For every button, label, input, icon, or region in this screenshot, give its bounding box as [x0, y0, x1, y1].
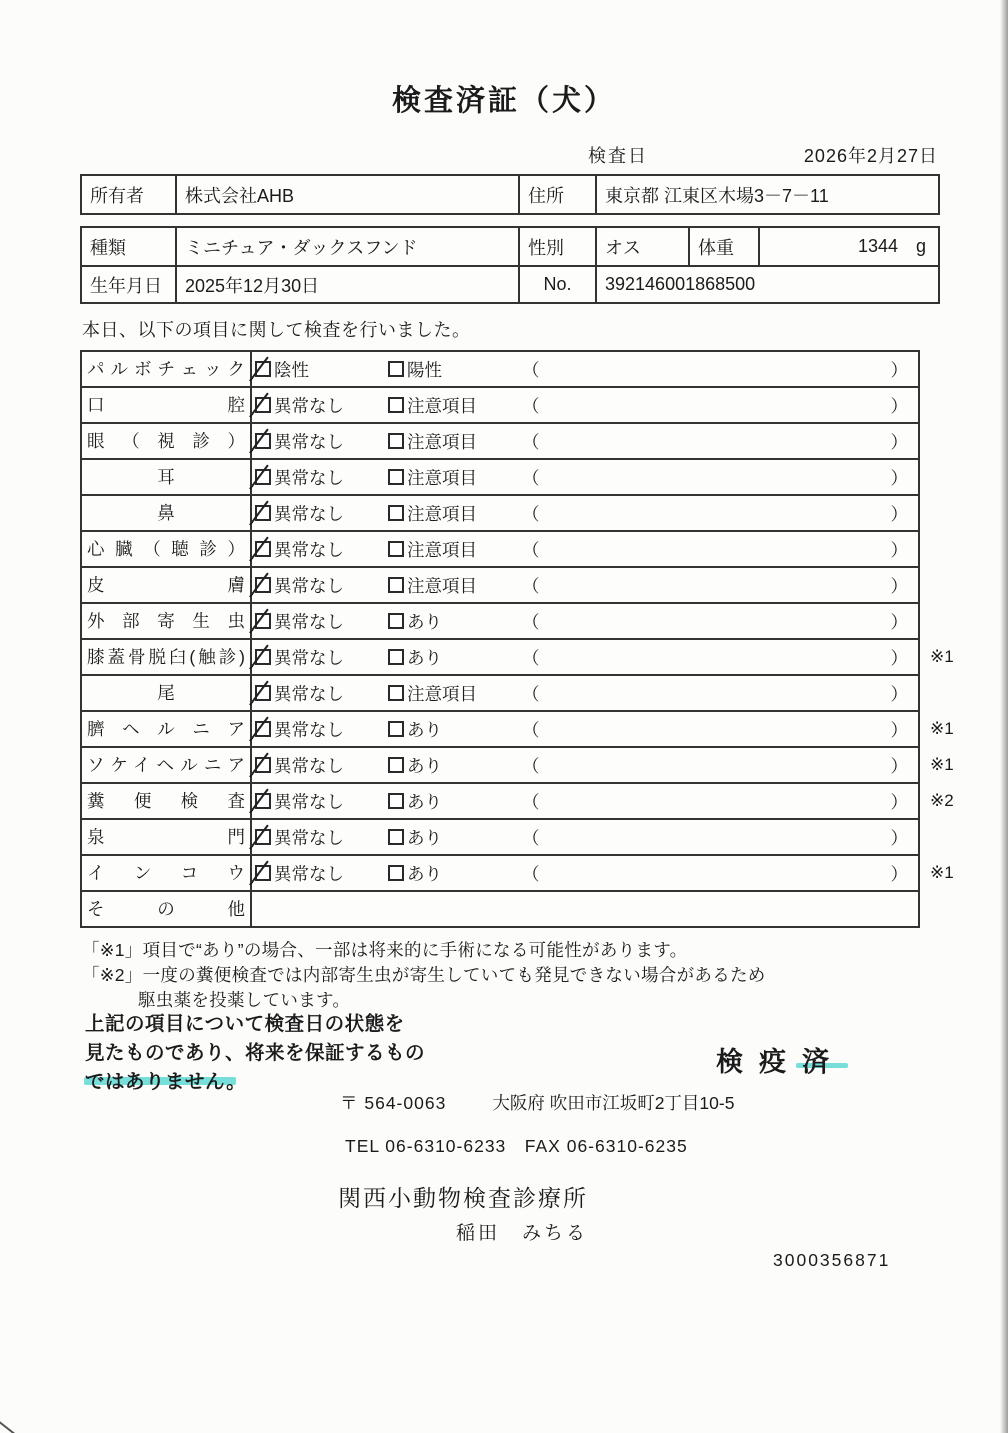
paren-open: （ — [522, 575, 540, 596]
address-label: 住所 — [520, 176, 597, 213]
inspection-row-content — [252, 820, 918, 854]
inspection-row — [80, 422, 920, 460]
option-1-label: 異常なし — [274, 827, 344, 848]
disclaimer-line-3: ではありません。 — [85, 1071, 247, 1093]
inspection-row-content — [252, 784, 918, 818]
option-1-checkbox — [255, 649, 271, 665]
paren-open: （ — [522, 359, 540, 380]
remarks-parentheses — [522, 388, 908, 422]
option-1-label: 異常なし — [274, 395, 344, 416]
no-label: No. — [520, 267, 597, 302]
option-1-label: 異常なし — [274, 575, 344, 596]
inspection-row — [80, 530, 920, 568]
paren-close: ） — [890, 395, 908, 416]
option-1-label: 異常なし — [274, 683, 344, 704]
paren-close: ） — [890, 683, 908, 704]
weight-value: 1344 — [857, 236, 898, 256]
option-2-checkbox — [388, 865, 404, 881]
option-1-label: 異常なし — [274, 755, 344, 776]
footnote-mark: ※2 — [930, 791, 954, 810]
address-value: 東京都 江東区木場3－7－11 — [605, 185, 829, 206]
option-2-checkbox — [388, 541, 404, 557]
option-2-label: あり — [407, 719, 442, 740]
paren-close: ） — [890, 539, 908, 560]
inspection-row-content — [252, 748, 918, 782]
paren-open: （ — [522, 431, 540, 452]
option-1 — [255, 856, 344, 890]
paren-close: ） — [890, 431, 908, 452]
option-1 — [255, 352, 309, 386]
option-2-label: 注意項目 — [407, 539, 477, 560]
remarks-parentheses — [522, 640, 908, 674]
inspection-item-label: その他 — [82, 892, 252, 926]
option-1-checkbox — [255, 757, 271, 773]
option-1-checkbox — [255, 433, 271, 449]
inspection-row — [80, 854, 954, 892]
option-2-label: 注意項目 — [407, 683, 477, 704]
paren-close: ） — [890, 719, 908, 740]
option-1 — [255, 532, 344, 566]
breed-value: ミニチュア・ダックスフンド — [177, 228, 520, 265]
inspection-item-label: インコウ — [82, 856, 252, 890]
option-2 — [388, 424, 477, 458]
option-1 — [255, 568, 344, 602]
serial-number: 3000356871 — [773, 1250, 891, 1270]
option-1-checkbox — [255, 721, 271, 737]
option-1 — [255, 748, 344, 782]
paren-open: （ — [522, 827, 540, 848]
option-2-label: あり — [407, 863, 442, 884]
option-1 — [255, 640, 344, 674]
option-2 — [388, 460, 477, 494]
inspection-row-content — [252, 460, 918, 494]
option-2-checkbox — [388, 757, 404, 773]
option-1-label: 異常なし — [274, 719, 344, 740]
option-2-checkbox — [388, 793, 404, 809]
veterinarian-name: 稲田 みちる — [456, 1223, 589, 1244]
option-2-checkbox — [388, 721, 404, 737]
remarks-parentheses — [522, 784, 908, 818]
inspection-row — [80, 494, 920, 532]
option-1-checkbox — [255, 577, 271, 593]
option-2-label: あり — [407, 611, 442, 632]
remarks-parentheses — [522, 352, 908, 386]
option-1-label: 異常なし — [274, 863, 344, 884]
inspection-row-content — [252, 640, 918, 674]
option-2 — [388, 352, 442, 386]
option-2 — [388, 640, 442, 674]
footnote-mark: ※1 — [930, 647, 954, 666]
paren-open: （ — [522, 647, 540, 668]
option-1-checkbox — [255, 685, 271, 701]
clinic-name: 関西小動物検査診療所 — [338, 1185, 588, 1211]
paren-open: （ — [522, 503, 540, 524]
remarks-parentheses — [522, 496, 908, 530]
inspection-row-content — [252, 676, 918, 710]
option-1-label: 陰性 — [274, 359, 309, 380]
inspection-date-row — [80, 140, 940, 166]
paren-close: ） — [890, 467, 908, 488]
inspection-item-label: 鼻 — [82, 496, 252, 530]
disclaimer-line-1: 上記の項目について検査日の状態を — [85, 1013, 405, 1035]
paren-close: ） — [890, 575, 908, 596]
inspection-item-label: 尾 — [82, 676, 252, 710]
paren-close: ） — [890, 755, 908, 776]
inspection-date-value: 2026年2月27日 — [803, 146, 938, 166]
inspection-row-content — [252, 856, 918, 890]
paren-open: （ — [522, 755, 540, 776]
option-2-checkbox — [388, 361, 404, 377]
inspection-row — [80, 782, 954, 820]
option-2-checkbox — [388, 397, 404, 413]
inspection-table — [80, 350, 1008, 928]
option-1-checkbox — [255, 505, 271, 521]
option-1-label: 異常なし — [274, 503, 344, 524]
option-1-checkbox — [255, 829, 271, 845]
option-1 — [255, 460, 344, 494]
inspection-item-label: 糞便検査 — [82, 784, 252, 818]
option-2 — [388, 604, 442, 638]
option-1-checkbox — [255, 865, 271, 881]
option-1-label: 異常なし — [274, 647, 344, 668]
clinic-address: 大阪府 吹田市江坂町2丁目10-5 — [492, 1093, 735, 1113]
option-1-checkbox — [255, 793, 271, 809]
option-2-checkbox — [388, 577, 404, 593]
remarks-parentheses — [522, 532, 908, 566]
inspection-row-content — [252, 388, 918, 422]
inspection-row — [80, 566, 920, 604]
option-2-label: あり — [407, 755, 442, 776]
inspection-row — [80, 890, 920, 928]
weight-label: 体重 — [690, 228, 760, 265]
paren-close: ） — [890, 791, 908, 812]
option-2-label: あり — [407, 827, 442, 848]
inspection-row-content — [252, 712, 918, 746]
inspection-row — [80, 458, 920, 496]
footnote-1: 「※1」項目で“あり”の場合、一部は将来的に手術になる可能性があります。 — [82, 940, 688, 960]
option-1-checkbox — [255, 613, 271, 629]
option-1 — [255, 820, 344, 854]
sex-label: 性別 — [520, 228, 597, 265]
birth-value: 2025年12月30日 — [177, 267, 520, 302]
option-1-checkbox — [255, 541, 271, 557]
paren-close: ） — [890, 611, 908, 632]
paren-open: （ — [522, 683, 540, 704]
option-2-label: 注意項目 — [407, 467, 477, 488]
option-2 — [388, 532, 477, 566]
remarks-parentheses — [522, 676, 908, 710]
option-1-checkbox — [255, 397, 271, 413]
owner-value: 株式会社AHB — [177, 176, 520, 213]
inspection-row — [80, 602, 920, 640]
option-1-checkbox — [255, 361, 271, 377]
paren-close: ） — [890, 503, 908, 524]
inspection-row — [80, 710, 954, 748]
option-2-checkbox — [388, 829, 404, 845]
sex-value: オス — [597, 228, 690, 265]
owner-label: 所有者 — [82, 176, 177, 213]
page-title: 検査済証（犬） — [391, 85, 616, 117]
birth-label: 生年月日 — [82, 267, 177, 302]
footnote-mark: ※1 — [930, 755, 954, 774]
scan-corner-artifact — [0, 1421, 15, 1433]
option-1 — [255, 496, 344, 530]
inspection-item-label: 心臓（聴診） — [82, 532, 252, 566]
option-1-label: 異常なし — [274, 611, 344, 632]
clinic-tel-fax: TEL 06-6310-6233 FAX 06-6310-6235 — [345, 1136, 688, 1156]
option-2-label: 注意項目 — [407, 395, 477, 416]
inspection-row-content — [252, 532, 918, 566]
remarks-parentheses — [522, 604, 908, 638]
inspection-item-label: パルボチェック — [82, 352, 252, 386]
weight-unit: g — [915, 236, 926, 256]
remarks-parentheses — [522, 568, 908, 602]
option-1 — [255, 712, 344, 746]
option-2 — [388, 496, 477, 530]
option-2 — [388, 712, 442, 746]
remarks-parentheses — [522, 424, 908, 458]
paren-open: （ — [522, 395, 540, 416]
pet-row-2 — [82, 265, 938, 302]
inspection-item-label: 臍ヘルニア — [82, 712, 252, 746]
pet-table — [80, 226, 940, 304]
remarks-parentheses — [522, 820, 908, 854]
disclaimer-line-2: 見たものであり、将来を保証するもの — [85, 1042, 426, 1064]
remarks-parentheses — [522, 712, 908, 746]
quarantine-stamp: 検疫済 — [716, 1047, 845, 1077]
breed-label: 種類 — [82, 228, 177, 265]
option-2-label: 注意項目 — [407, 575, 477, 596]
postal-code: 〒 564-0063 — [340, 1093, 447, 1113]
paren-open: （ — [522, 791, 540, 812]
inspection-date-label: 検査日 — [588, 146, 648, 166]
option-1-checkbox — [255, 469, 271, 485]
inspection-row-content — [252, 892, 918, 926]
inspection-item-label: 皮膚 — [82, 568, 252, 602]
option-2-checkbox — [388, 469, 404, 485]
option-1 — [255, 676, 344, 710]
inspection-row-content — [252, 352, 918, 386]
remarks-parentheses — [522, 856, 908, 890]
option-2-checkbox — [388, 505, 404, 521]
option-1 — [255, 388, 344, 422]
option-2-label: 陽性 — [407, 359, 442, 380]
weight-value-cell — [760, 228, 938, 265]
option-2-label: あり — [407, 791, 442, 812]
option-1-label: 異常なし — [274, 791, 344, 812]
option-2 — [388, 568, 477, 602]
inspection-row-content — [252, 604, 918, 638]
pet-row-1 — [82, 228, 938, 265]
footnote-2-continued: 駆虫薬を投薬しています。 — [138, 990, 351, 1010]
inspection-item-label: 眼（視診） — [82, 424, 252, 458]
inspection-item-label: 膝蓋骨脱臼(触診) — [82, 640, 252, 674]
inspection-row — [80, 746, 954, 784]
option-1 — [255, 424, 344, 458]
paren-close: ） — [890, 863, 908, 884]
owner-table — [80, 174, 940, 215]
option-2-checkbox — [388, 649, 404, 665]
inspection-row-content — [252, 496, 918, 530]
inspection-item-label: 口腔 — [82, 388, 252, 422]
option-2-label: 注意項目 — [407, 503, 477, 524]
option-2-label: 注意項目 — [407, 431, 477, 452]
option-2-label: あり — [407, 647, 442, 668]
inspection-row — [80, 674, 920, 712]
paren-close: ） — [890, 359, 908, 380]
paren-open: （ — [522, 719, 540, 740]
footnotes — [82, 938, 1008, 1013]
inspection-row-content — [252, 568, 918, 602]
inspection-row-content — [252, 424, 918, 458]
paren-open: （ — [522, 611, 540, 632]
paren-close: ） — [890, 647, 908, 668]
option-1-label: 異常なし — [274, 431, 344, 452]
option-2-checkbox — [388, 613, 404, 629]
paren-open: （ — [522, 467, 540, 488]
footnote-2: 「※2」一度の糞便検査では内部寄生虫が寄生していても発見できない場合があるため — [82, 965, 766, 985]
option-2 — [388, 388, 477, 422]
footnote-mark: ※1 — [930, 719, 954, 738]
option-2 — [388, 748, 442, 782]
option-2-checkbox — [388, 433, 404, 449]
inspection-row — [80, 818, 920, 856]
option-2-checkbox — [388, 685, 404, 701]
inspection-item-label: 泉門 — [82, 820, 252, 854]
option-2 — [388, 856, 442, 890]
disclaimer-text — [85, 1010, 425, 1097]
paren-open: （ — [522, 539, 540, 560]
option-2 — [388, 784, 442, 818]
option-1 — [255, 784, 344, 818]
inspection-item-label: ソケイヘルニア — [82, 748, 252, 782]
remarks-parentheses — [522, 460, 908, 494]
inspection-item-label: 外部寄生虫 — [82, 604, 252, 638]
option-1-label: 異常なし — [274, 467, 344, 488]
inspection-item-label: 耳 — [82, 460, 252, 494]
inspection-row — [80, 350, 920, 388]
paren-close: ） — [890, 827, 908, 848]
remarks-parentheses — [522, 748, 908, 782]
option-2 — [388, 676, 477, 710]
footnote-mark: ※1 — [930, 863, 954, 882]
paren-open: （ — [522, 863, 540, 884]
option-1 — [255, 604, 344, 638]
inspection-row — [80, 386, 920, 424]
no-value: 392146001868500 — [605, 274, 756, 294]
intro-text: 本日、以下の項目に関して検査を行いました。 — [82, 320, 471, 340]
inspection-row — [80, 638, 954, 676]
owner-row — [82, 176, 938, 213]
option-2 — [388, 820, 442, 854]
option-1-label: 異常なし — [274, 539, 344, 560]
